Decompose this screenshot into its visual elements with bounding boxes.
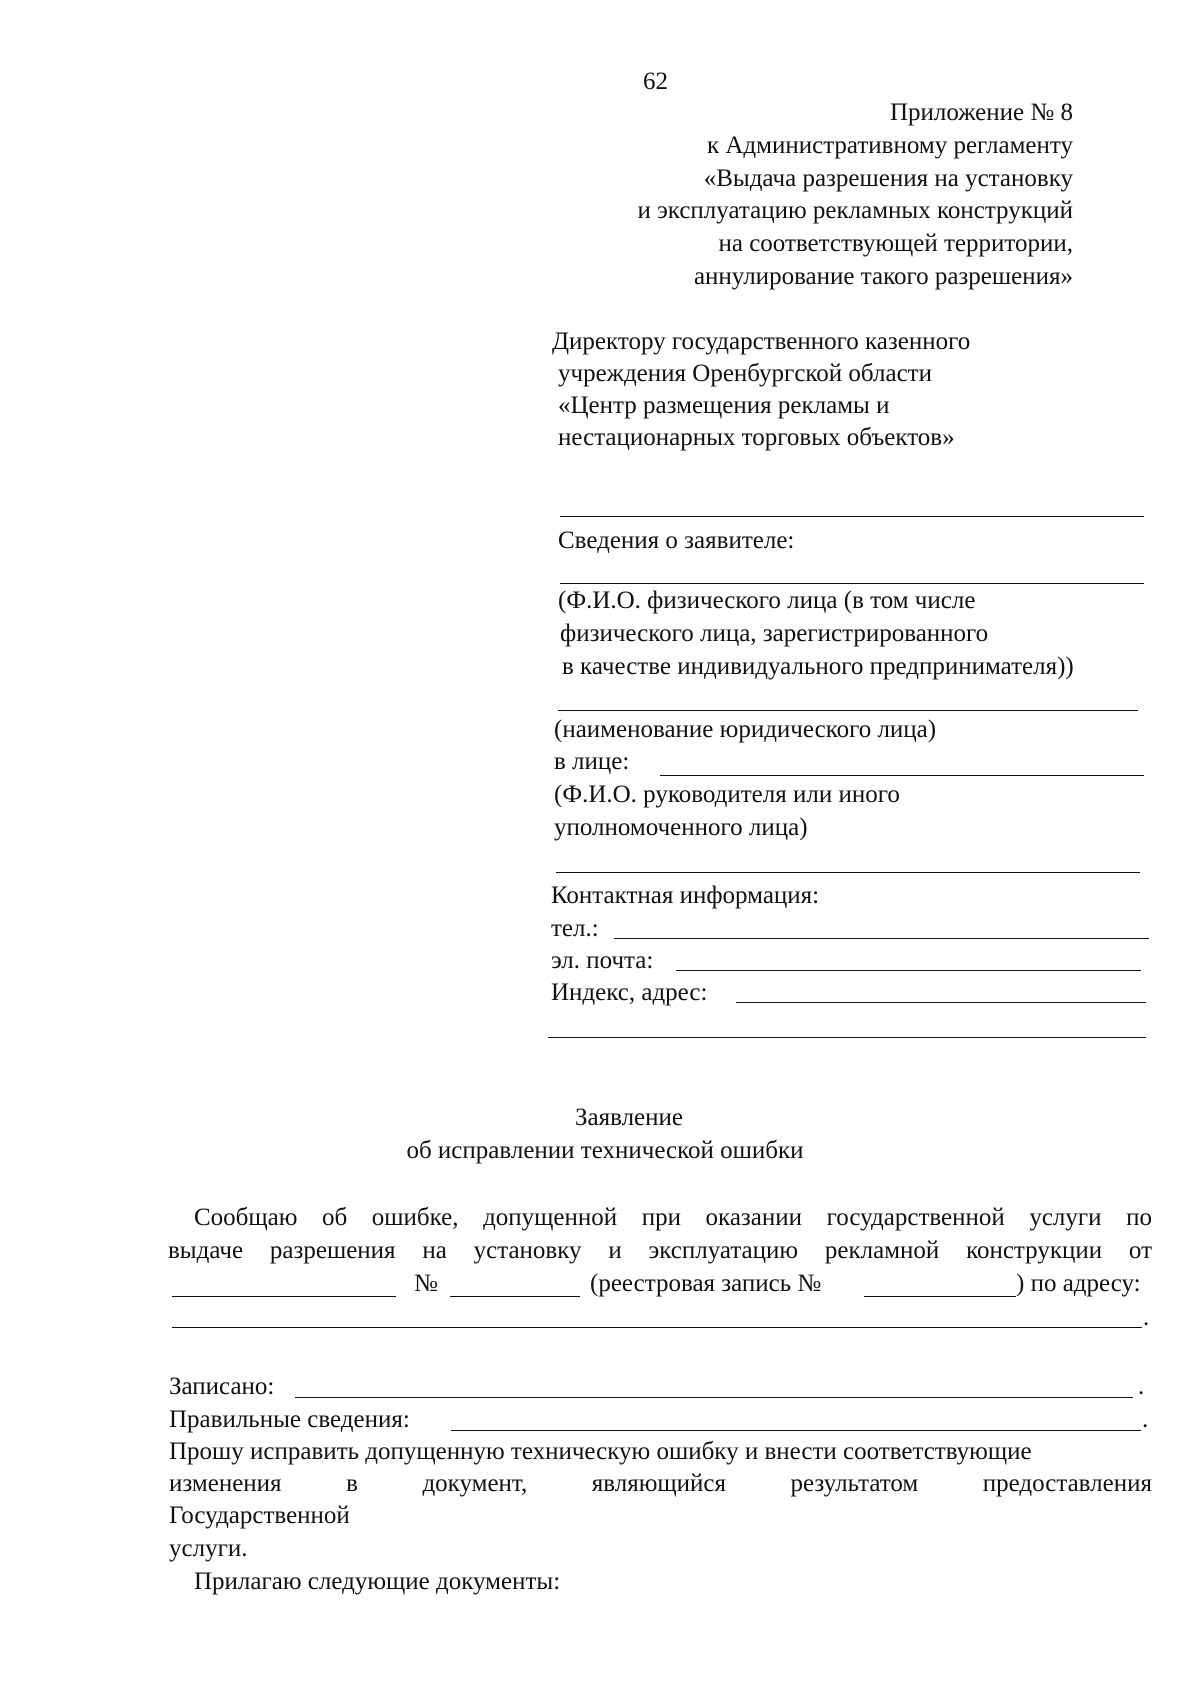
attachments-label: Прилагаю следующие документы: [194, 1568, 561, 1595]
applicant-name-line[interactable] [560, 583, 1144, 584]
phone-field[interactable] [614, 938, 1149, 939]
period: . [1142, 1406, 1149, 1433]
registry-label: (реестровая запись № [590, 1270, 822, 1297]
addressee-line: нестационарных торговых объектов» [558, 424, 955, 451]
recorded-field[interactable] [295, 1397, 1133, 1398]
appendix-line: «Выдача разрешения на установку [703, 165, 1073, 192]
addressee-line: Директору государственного казенного [552, 328, 971, 355]
address-field[interactable] [736, 1002, 1146, 1003]
correct-info-field[interactable] [451, 1430, 1141, 1431]
individual-hint: (Ф.И.О. физического лица (в том числе [558, 587, 976, 614]
appendix-line: на соответствующей территории, [718, 230, 1073, 257]
request-line: Государственной [169, 1502, 350, 1529]
individual-hint: в качестве индивидуального предпринимателя)) [562, 653, 1074, 680]
statement-title: Заявление [574, 1104, 684, 1131]
correct-info-label: Правильные сведения: [169, 1406, 410, 1433]
addressee-line: «Центр размещения рекламы и [558, 392, 890, 419]
representative-name-line[interactable] [556, 872, 1140, 873]
appendix-line: и эксплуатацию рекламных конструкций [637, 197, 1073, 224]
request-line: изменения в документ, являющийся результатом предоставления [169, 1470, 1152, 1497]
recorded-label: Записано: [169, 1373, 275, 1400]
individual-hint: физического лица, зарегистрированного [560, 620, 989, 647]
representative-hint: уполномоченного лица) [554, 814, 808, 841]
email-field[interactable] [676, 970, 1141, 971]
address-label: Индекс, адрес: [551, 979, 708, 1006]
period: . [1138, 1373, 1145, 1400]
date-field[interactable] [172, 1296, 396, 1297]
address-field-continuation[interactable] [548, 1037, 1146, 1038]
number-sign: № [414, 1270, 438, 1297]
represented-by-line[interactable] [660, 775, 1144, 776]
document-number-field[interactable] [450, 1296, 580, 1297]
period: . [1143, 1304, 1150, 1331]
addressee-line: учреждения Оренбургской области [558, 360, 932, 387]
request-line: услуги. [169, 1535, 248, 1562]
represented-by-label: в лице: [554, 748, 630, 775]
legal-entity-hint: (наименование юридического лица) [554, 716, 937, 743]
legal-entity-name-line[interactable] [558, 710, 1138, 711]
at-address-label: ) по адресу: [1016, 1270, 1141, 1297]
email-label: эл. почта: [551, 947, 654, 974]
addressee-blank-line[interactable] [560, 516, 1144, 517]
contact-label: Контактная информация: [551, 882, 820, 909]
page-number: 62 [643, 68, 668, 95]
appendix-line: аннулирование такого разрешения» [693, 263, 1073, 290]
statement-body-line: выдаче разрешения на установку и эксплуатацию рекламной конструкции от [168, 1237, 1152, 1264]
representative-hint: (Ф.И.О. руководителя или иного [554, 781, 900, 808]
registry-number-field[interactable] [864, 1296, 1016, 1297]
statement-subtitle: об исправлении технической ошибки [406, 1137, 804, 1164]
applicant-label: Сведения о заявителе: [558, 527, 795, 554]
object-address-field[interactable] [172, 1327, 1142, 1328]
request-line: Прошу исправить допущенную техническую ошибку и внести соответствующие [169, 1438, 1032, 1465]
appendix-line: к Административному регламенту [706, 132, 1073, 159]
statement-body-line: Сообщаю об ошибке, допущенной при оказании государственной услуги по [194, 1204, 1152, 1231]
appendix-line: Приложение № 8 [889, 99, 1073, 126]
phone-label: тел.: [551, 915, 599, 942]
